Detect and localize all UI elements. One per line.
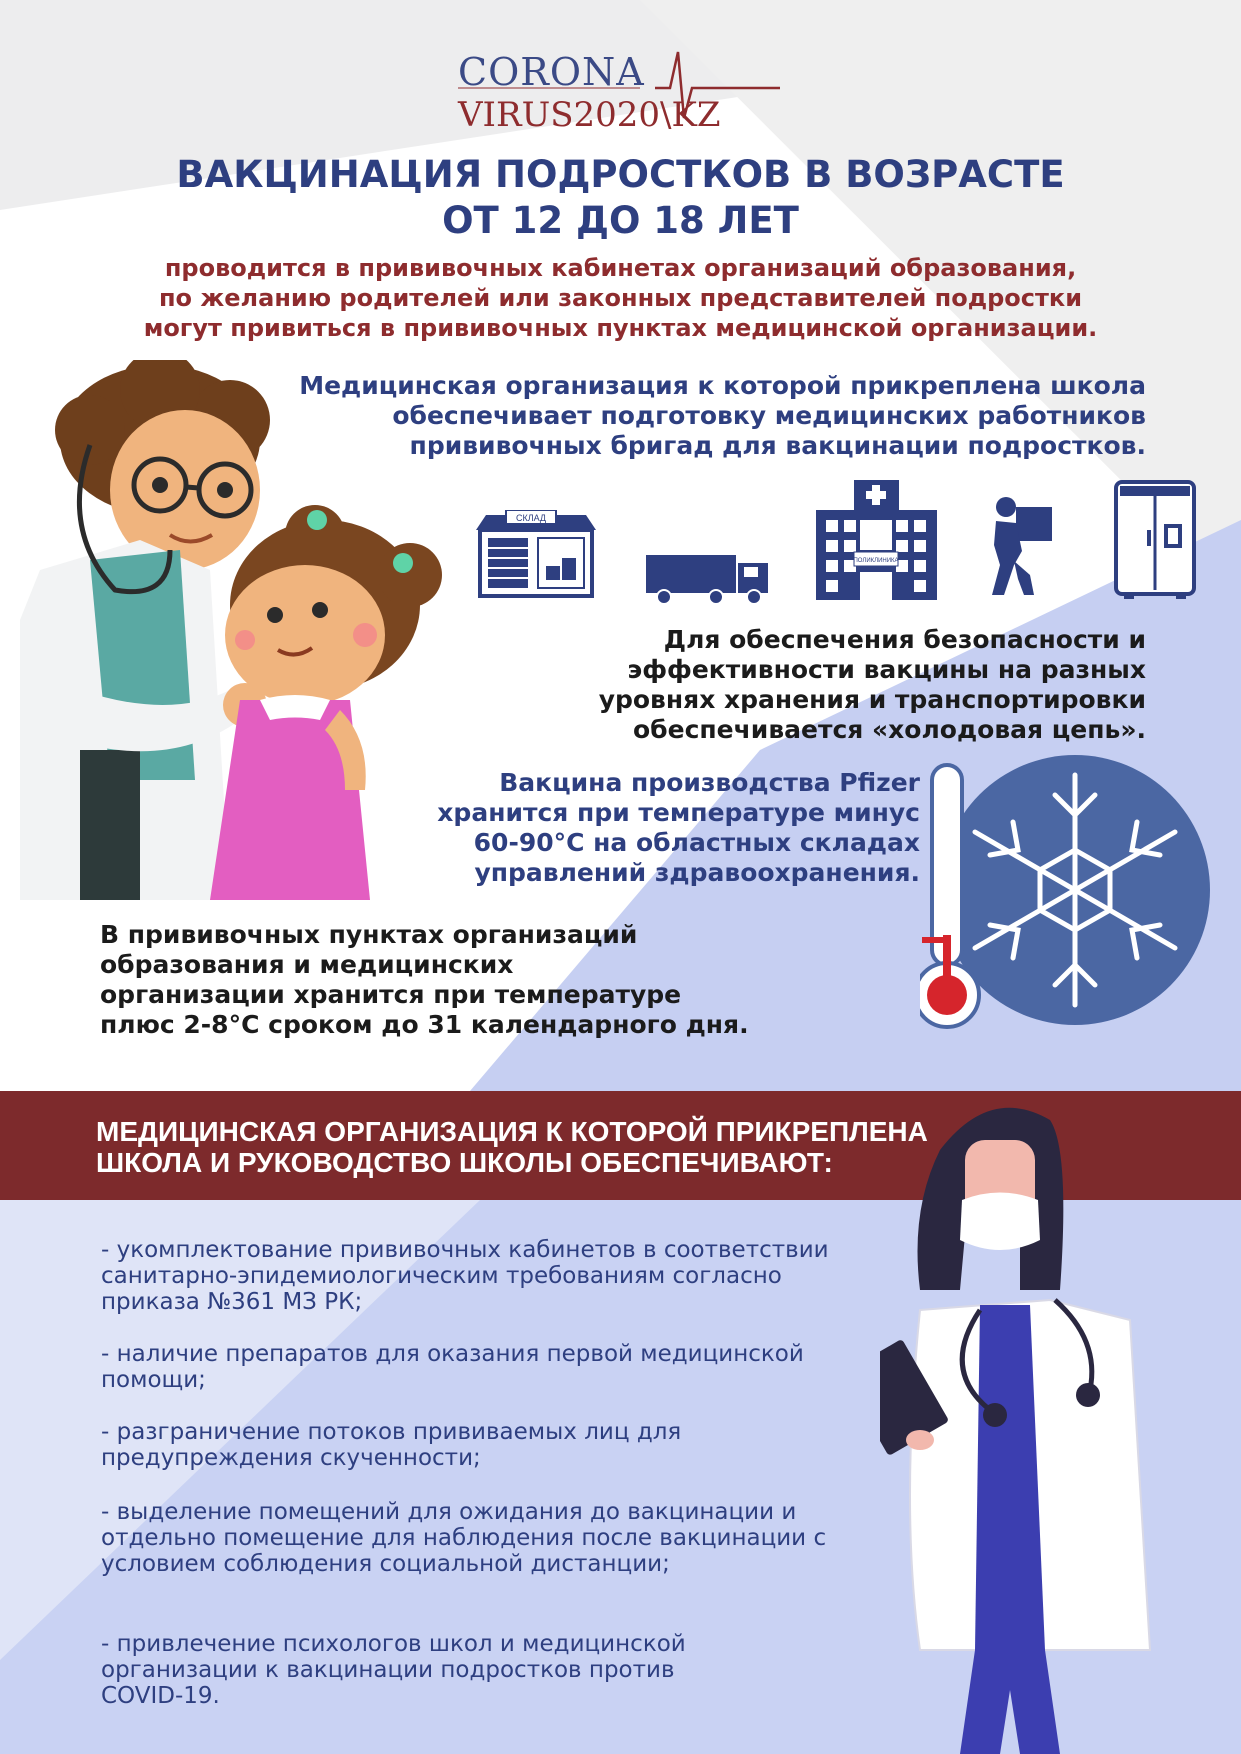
list-item-line: - привлечение психологов школ и медицинской (101, 1631, 686, 1657)
cold-chain-text (506, 625, 1146, 745)
cold-chain-icons-row (466, 480, 1206, 600)
banner-line: ШКОЛА И РУКОВОДСТВО ШКОЛЫ ОБЕСПЕЧИВАЮТ: (96, 1147, 833, 1178)
list-item (101, 1341, 901, 1393)
banner-line: МЕДИЦИНСКАЯ ОРГАНИЗАЦИЯ К КОТОРОЙ ПРИКРЕПЛЕНА (96, 1116, 928, 1147)
truck-icon (646, 555, 776, 605)
subtitle-line: могут привиться в прививочных пунктах медицинской организации. (143, 314, 1098, 342)
list-item (101, 1237, 901, 1315)
warehouse-sign: СКЛАД (515, 513, 547, 523)
list-item-line: COVID-19. (101, 1683, 220, 1709)
storage-line: плюс 2-8°С сроком до 31 календарного дня. (100, 1010, 749, 1039)
page-title (100, 152, 1141, 244)
list-item-line: санитарно-эпидемиологическим требованиям согласно (101, 1263, 782, 1289)
list-item-line: - наличие препаратов для оказания первой медицинской (101, 1341, 804, 1367)
list-item-line: организации к вакцинации подростков против (101, 1657, 675, 1683)
list-item (101, 1499, 901, 1577)
list-item-line: приказа №361 МЗ РК; (101, 1289, 363, 1315)
warehouse-icon (466, 510, 606, 600)
pfizer-storage-text (380, 768, 920, 888)
storage-line: организации хранится при температуре (100, 980, 682, 1009)
list-item-line: - укомплектование прививочных кабинетов в соответствии (101, 1237, 829, 1263)
list-item-line: - выделение помещений для ожидания до вакцинации и (101, 1499, 797, 1525)
female-doctor-illustration (880, 1090, 1210, 1754)
porter-icon (986, 495, 1066, 600)
pfizer-line: управлений здравоохранения. (474, 858, 920, 887)
title-line: ВАКЦИНАЦИЯ ПОДРОСТКОВ В ВОЗРАСТЕ (176, 153, 1065, 196)
med-org-text (266, 371, 1146, 461)
logo-text-corona: CORONA (458, 50, 645, 94)
subtitle-line: проводится в прививочных кабинетах организаций образования, (164, 254, 1077, 282)
cold-chain-line: уровнях хранения и транспортировки (598, 685, 1146, 714)
subtitle-line: по желанию родителей или законных представителей подростки (158, 284, 1083, 312)
list-item-line: помощи; (101, 1367, 206, 1393)
hospital-sign: ПОЛИКЛИНИКА (853, 558, 899, 564)
list-item-line: отдельно помещение для наблюдения после вакцинации с (101, 1525, 827, 1551)
pfizer-line: 60-90°С на областных складах (473, 828, 920, 857)
list-item (101, 1419, 901, 1471)
storage-line: образования и медицинских (100, 950, 514, 979)
list-item-line: условием соблюдения социальной дистанции; (101, 1551, 670, 1577)
list-item (101, 1631, 901, 1709)
local-storage-text (100, 920, 820, 1040)
pfizer-line: Вакцина производства Pfizer (499, 768, 920, 797)
cold-chain-line: эффективности вакцины на разных (627, 655, 1146, 684)
banner-heading (96, 1116, 976, 1178)
org-text-line: обеспечивает подготовку медицинских работников (392, 401, 1146, 430)
org-text-line: Медицинская организация к которой прикреплена школа (299, 371, 1146, 400)
subtitle (60, 253, 1181, 343)
refrigerator-icon (1114, 480, 1196, 600)
pfizer-line: хранится при температуре минус (437, 798, 920, 827)
storage-line: В прививочных пунктах организаций (100, 920, 638, 949)
cold-chain-line: обеспечивается «холодовая цепь». (633, 715, 1146, 744)
hospital-icon (814, 480, 939, 600)
org-text-line: прививочных бригад для вакцинации подростков. (409, 431, 1146, 460)
coronavirus-kz-logo (450, 46, 800, 146)
title-line: ОТ 12 ДО 18 ЛЕТ (442, 199, 799, 242)
thermometer-snowflake-illustration (920, 755, 1210, 1045)
cold-chain-line: Для обеспечения безопасности и (663, 625, 1146, 654)
logo-text-virus: VIRUS2020\KZ (458, 95, 721, 135)
list-item-line: - разграничение потоков прививаемых лиц для (101, 1419, 682, 1445)
list-item-line: предупреждения скученности; (101, 1445, 481, 1471)
